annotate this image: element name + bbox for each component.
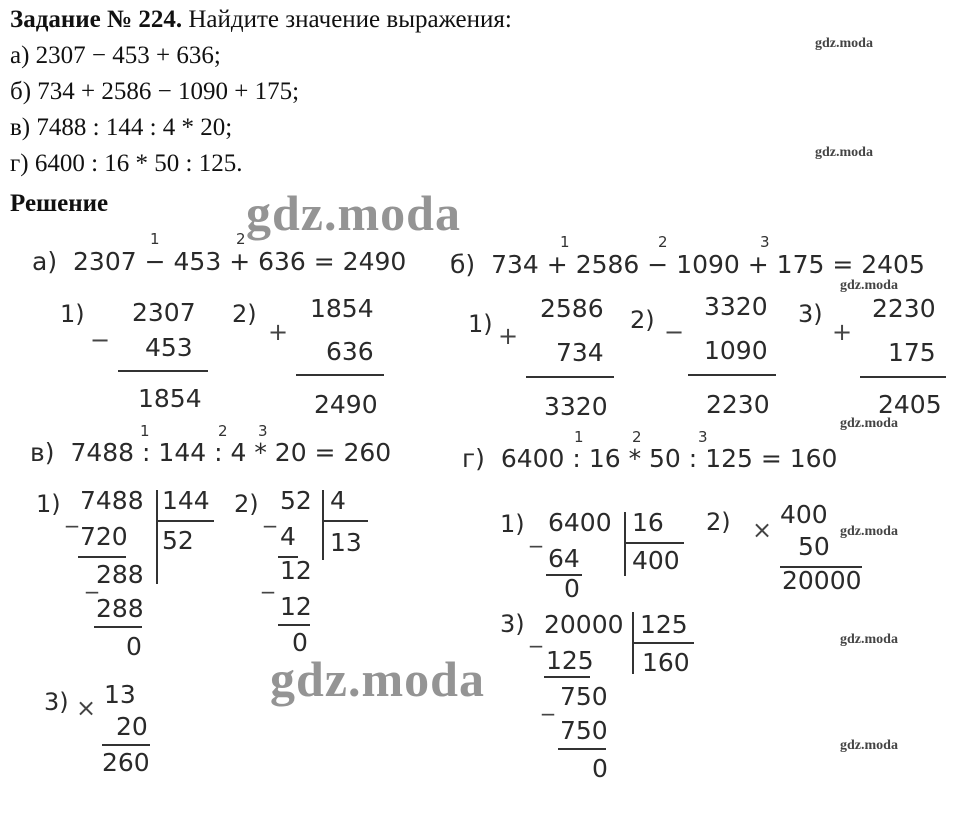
d-d3-r3: 750	[560, 716, 608, 745]
b-s1-res: 3320	[544, 392, 608, 421]
expr-b: б) 734 + 2586 − 1090 + 175 = 2405	[450, 250, 925, 279]
step-number: 2)	[630, 306, 655, 334]
d-d3-quotient: 160	[642, 648, 690, 677]
watermark-small: gdz.moda	[840, 416, 898, 431]
a-s1-res: 1854	[138, 384, 202, 413]
sum-line	[526, 376, 614, 378]
c-d1-r3: 288	[96, 594, 144, 623]
order-c-3: 3	[258, 422, 268, 440]
c-d2-divisor: 4	[330, 486, 346, 515]
minus-sign: _	[530, 620, 542, 648]
plus-sign: +	[498, 322, 519, 350]
d-d1-rem: 0	[564, 574, 580, 603]
b-s3-sub: 175	[888, 338, 936, 367]
division-bar	[322, 490, 324, 560]
sum-line	[118, 370, 208, 372]
product-line	[102, 744, 150, 746]
task-item-b: б) 734 + 2586 − 1090 + 175;	[10, 78, 300, 105]
step-number: 3)	[500, 610, 525, 638]
b-s2-res: 2230	[706, 390, 770, 419]
step-number: 1)	[60, 300, 85, 328]
d-d3-r2: 750	[560, 682, 608, 711]
step-number: 2)	[234, 490, 259, 518]
division-line	[544, 676, 590, 678]
division-line	[156, 520, 214, 522]
b-s1-top: 2586	[540, 294, 604, 323]
plus-sign: +	[268, 318, 289, 346]
division-bar	[624, 512, 626, 576]
step-number: 1)	[36, 490, 61, 518]
watermark-small: gdz.moda	[840, 524, 898, 539]
c-d1-r2: 288	[96, 560, 144, 589]
order-c-1: 1	[140, 422, 150, 440]
d-d3-dividend: 20000	[544, 610, 624, 639]
watermark-small: gdz.moda	[815, 36, 873, 51]
expr-d: г) 6400 : 16 * 50 : 125 = 160	[462, 444, 838, 473]
watermark-large: gdz.moda	[246, 185, 461, 241]
division-line	[94, 626, 142, 628]
minus-sign: −	[90, 326, 111, 354]
task-item-c: в) 7488 : 144 : 4 * 20;	[10, 114, 233, 141]
b-s3-top: 2230	[872, 294, 936, 323]
minus-sign: _	[86, 566, 98, 594]
step-number: 2)	[706, 508, 731, 536]
times-sign: ×	[76, 694, 97, 722]
c-d2-r3: 12	[280, 592, 312, 621]
c-d1-rem: 0	[126, 632, 142, 661]
c-d1-dividend: 7488	[80, 486, 144, 515]
division-line	[78, 556, 126, 558]
d-m2-top: 400	[780, 500, 828, 529]
order-c-2: 2	[218, 422, 228, 440]
c-d2-r2: 12	[280, 556, 312, 585]
b-s1-sub: 734	[556, 338, 604, 367]
c-d2-r1: 4	[280, 522, 296, 551]
c-m3-top: 13	[104, 680, 136, 709]
b-s3-res: 2405	[878, 390, 942, 419]
label-c: в)	[30, 438, 55, 467]
a-s2-res: 2490	[314, 390, 378, 419]
c-d2-dividend: 52	[280, 486, 312, 515]
minus-sign: _	[264, 500, 276, 528]
order-a-1: 1	[150, 230, 160, 248]
c-d1-divisor: 144	[162, 486, 210, 515]
sum-line	[296, 374, 384, 376]
d-d1-divisor: 16	[632, 508, 664, 537]
division-line	[278, 624, 310, 626]
times-sign: ×	[752, 516, 773, 544]
d-m2-sub: 50	[798, 532, 830, 561]
b-s2-sub: 1090	[704, 336, 768, 365]
a-s2-top: 1854	[310, 294, 374, 323]
watermark-small: gdz.moda	[840, 632, 898, 647]
task-instruction: Найдите значение выражения:	[188, 6, 512, 33]
watermark-small: gdz.moda	[840, 738, 898, 753]
a-s1-sub: 453	[145, 333, 193, 362]
minus-sign: −	[664, 318, 685, 346]
c-d2-quotient: 13	[330, 528, 362, 557]
task-title: Задание № 224.	[10, 6, 183, 33]
division-line	[322, 520, 368, 522]
d-d1-quotient: 400	[632, 546, 680, 575]
d-m2-res: 20000	[782, 566, 862, 595]
watermark-small: gdz.moda	[840, 278, 898, 293]
division-line	[632, 642, 694, 644]
order-b-3: 3	[760, 233, 770, 251]
a-s1-top: 2307	[132, 298, 196, 327]
d-d3-rem: 0	[592, 754, 608, 783]
step-number: 3)	[798, 300, 823, 328]
c-m3-res: 260	[102, 748, 150, 777]
watermark-large: gdz.moda	[270, 651, 485, 707]
step-number: 1)	[500, 510, 525, 538]
division-bar	[156, 490, 158, 584]
d-d1-r1: 64	[548, 544, 580, 573]
order-a-2: 2	[236, 230, 246, 248]
sum-line	[688, 374, 776, 376]
order-d-1: 1	[574, 428, 584, 446]
d-d3-r1: 125	[546, 646, 594, 675]
task-item-a: а) 2307 − 453 + 636;	[10, 42, 221, 69]
c-d1-quotient: 52	[162, 526, 194, 555]
division-line	[624, 542, 684, 544]
division-line	[558, 748, 606, 750]
step-number: 1)	[468, 310, 493, 338]
order-b-1: 1	[560, 233, 570, 251]
minus-sign: _	[262, 566, 274, 594]
d-d1-dividend: 6400	[548, 508, 612, 537]
a-s2-sub: 636	[326, 337, 374, 366]
minus-sign: _	[66, 500, 78, 528]
b-s2-top: 3320	[704, 292, 768, 321]
d-d3-divisor: 125	[640, 610, 688, 639]
label-b: б)	[450, 250, 476, 279]
label-a: а)	[32, 247, 58, 276]
order-d-3: 3	[698, 428, 708, 446]
plus-sign: +	[832, 318, 853, 346]
watermark-small: gdz.moda	[815, 145, 873, 160]
minus-sign: _	[530, 520, 542, 548]
solution-heading: Решение	[10, 190, 109, 217]
sum-line	[860, 376, 946, 378]
c-d2-rem: 0	[292, 628, 308, 657]
step-number: 3)	[44, 688, 69, 716]
label-d: г)	[462, 444, 485, 473]
expr-c: в) 7488 : 144 : 4 * 20 = 260	[30, 438, 392, 467]
minus-sign: _	[542, 688, 554, 716]
task-header	[10, 2, 512, 37]
c-d1-r1: 720	[80, 522, 128, 551]
order-b-2: 2	[658, 233, 668, 251]
c-m3-sub: 20	[116, 712, 148, 741]
expr-a: а) 2307 − 453 + 636 = 2490	[32, 247, 407, 276]
step-number: 2)	[232, 300, 257, 328]
task-item-d: г) 6400 : 16 * 50 : 125.	[10, 150, 243, 177]
order-d-2: 2	[632, 428, 642, 446]
